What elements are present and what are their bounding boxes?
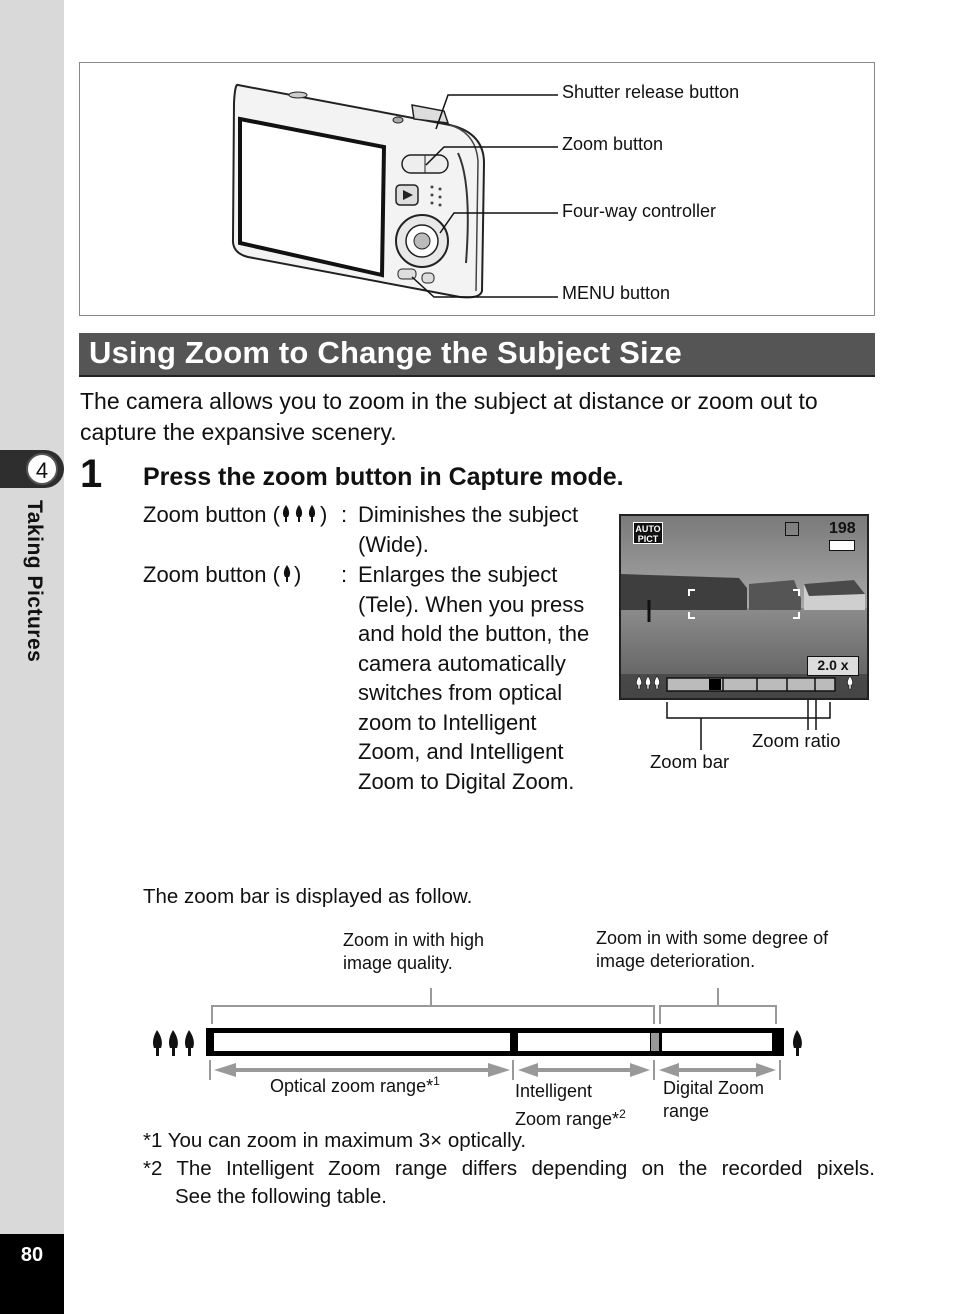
wide-zoom-label [143,500,327,530]
callout-zoom-button: Zoom button [562,134,664,154]
page-number: 80 [20,1244,44,1266]
high-quality-line1: Zoom in with high [343,930,485,950]
callout-four-way-controller: Four-way controller [562,201,717,221]
camera-figure [79,62,875,316]
lcd-zoom-bar [619,514,869,700]
footnote-2-line1: *2 The Intelligent Zoom range differs depending on the recorded pixels. [143,1157,875,1180]
tele-label-suffix: ) [293,562,302,587]
zoom-bar-intro: The zoom bar is displayed as follow. [143,885,473,908]
optical-zoom-range-label [270,1074,440,1097]
wide-zoom-description: Diminishes the subject (Wide). [358,502,579,557]
callout-shutter-release: Shutter release button [562,82,740,102]
footnote-1: *1 You can zoom in maximum 3× optically. [143,1129,527,1152]
shots-remaining: 198 [829,520,856,537]
tele-colon: : [341,562,348,587]
footnote-2-line2: See the following table. [175,1185,387,1208]
optical-range-sup: 1 [433,1074,440,1088]
section-title: Using Zoom to Change the Subject Size [89,335,682,370]
zoom-bar-label: Zoom bar [650,751,730,772]
tele-zoom-description: Enlarges the subject (Tele). When you press and hold the button, the camera automatically switches from optical zoom to Intelligent Zoom, and Intelligent Zoom to Digital Zoom. [358,562,590,794]
wide-label-prefix: Zoom button ( [143,502,280,527]
intelligent-zoom-range-label [515,1080,626,1131]
deterioration-line2: image deterioration. [596,951,756,971]
wide-colon: : [341,502,348,527]
callout-menu-button: MENU button [562,283,671,303]
wide-label-suffix: ) [319,502,328,527]
intelligent-line1: Intelligent [515,1081,593,1101]
high-quality-line2: image quality. [343,953,453,973]
mode-badge-line2: PICT [637,534,659,544]
chapter-label: Taking Pictures [23,500,46,663]
mode-badge-line1: AUTO [635,524,661,534]
deterioration-label [596,927,828,973]
optical-range-text: Optical zoom range* [270,1076,434,1096]
deterioration-line1: Zoom in with some degree of [596,928,829,948]
lcd-screen [619,514,869,700]
tele-label-prefix: Zoom button ( [143,562,280,587]
step-title: Press the zoom button in Capture mode. [143,463,624,491]
digital-line1: Digital Zoom [663,1078,765,1098]
chapter-number: 4 [26,453,58,485]
step-number: 1 [80,452,103,496]
zoom-range-diagram [140,980,820,1080]
intro-paragraph: The camera allows you to zoom in the subject at distance or zoom out to capture the expansive scenery. [80,388,818,445]
digital-zoom-range-label [663,1077,764,1123]
intelligent-line2: Zoom range* [515,1109,620,1129]
wide-trees-icon [280,503,320,523]
zoom-ratio-label: Zoom ratio [752,730,841,751]
digital-line2: range [663,1101,710,1121]
tele-zoom-label [143,560,301,590]
zoom-ratio-display: 2.0 x [807,656,859,676]
high-quality-label [343,929,484,975]
intelligent-sup: 2 [619,1107,626,1121]
tele-tree-icon [280,563,294,583]
camera-illustration [80,63,876,317]
